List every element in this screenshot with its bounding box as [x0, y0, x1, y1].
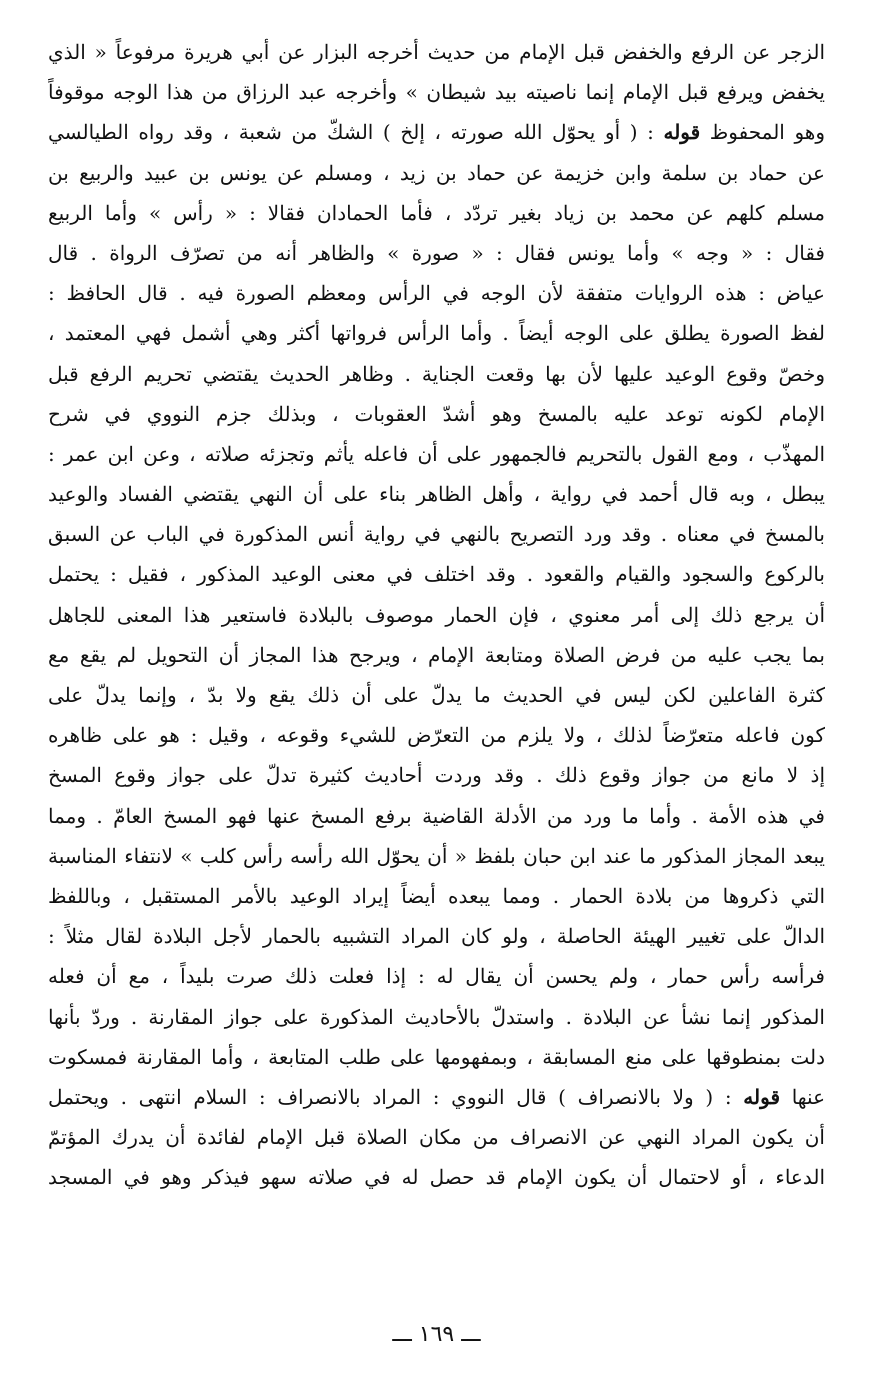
text-line [48, 836, 825, 876]
text-segment: فرأسه رأس حمار ، ولم يحسن أن يقال له : إذا فعلت ذلك صرت بليداً ، مع أن فعله [48, 964, 825, 989]
text-segment: بالركوع والسجود والقيام والقعود . وقد اختلف في معنى الوعيد المذكور ، فقيل : يحتمل [48, 562, 825, 587]
text-segment: الدعاء ، أو لاحتمال أن يكون الإمام قد حصل له في صلاته سهو فيذكر وهو في المسجد [48, 1165, 825, 1190]
text-line [48, 755, 825, 795]
text-segment: التي ذكروها من بلادة الحمار . ومما يبعده أيضاً إيراد الوعيد بالأمر المستقبل ، وباللفظ [48, 883, 825, 908]
page-number: ـــ ١٦٩ ـــ [392, 1322, 481, 1347]
text-segment: بما يجب عليه من فرض الصلاة ومتابعة الإمام ، ويرجح هذا المجاز أن التحويل لم يقع مع [48, 642, 825, 667]
text-line [48, 956, 825, 996]
text-line [48, 876, 825, 916]
text-segment: مسلم كلهم عن محمد بن زياد بغير تردّد ، فأما الحمادان فقالا : « رأس » وأما الربيع [48, 200, 825, 225]
text-segment: المذكور إنما نشأ عن البلادة . واستدلّ بالأحاديث المذكورة على جواز المقارنة . وردّ بأنها [48, 1004, 825, 1029]
text-line [48, 715, 825, 755]
text-line [48, 1037, 825, 1077]
text-line [48, 796, 825, 836]
text-segment: الزجر عن الرفع والخفض قبل الإمام من حديث أخرجه البزار عن أبي هريرة مرفوعاً « الذي [48, 40, 825, 64]
text-line [48, 997, 825, 1037]
text-line [48, 1157, 825, 1197]
text-segment: كثرة الفاعلين لكن ليس في الحديث ما يدلّ على أن ذلك يقع ولا بدّ ، وإنما يدلّ على [48, 683, 825, 707]
text-line [48, 514, 825, 554]
text-segment: عن حماد بن سلمة وابن خزيمة عن حماد بن زيد ، ومسلم عن يونس بن عبيد والربيع بن [48, 160, 825, 185]
text-segment: الدالّ على تغيير الهيئة الحاصلة ، ولو كان المراد التشبيه بالحمار لأجل البلادة لقال مثلاً : [48, 924, 825, 949]
text-line [48, 675, 825, 715]
bold-keyword: قوله [743, 1084, 781, 1109]
text-line [48, 394, 825, 434]
text-line [48, 193, 825, 233]
text-segment: عياض : هذه الروايات متفقة لأن الوجه في الرأس ومعظم الصورة فيه . قال الحافظ : [48, 281, 825, 306]
text-line [48, 313, 825, 353]
body-text [48, 32, 825, 1197]
text-line [48, 635, 825, 675]
text-segment: أن يرجع ذلك إلى أمر معنوي ، فإن الحمار موصوف بالبلادة فاستعير هذا المعنى للجاهل [48, 602, 825, 627]
text-line [48, 354, 825, 394]
text-segment: وخصّ وقوع الوعيد عليها لأن بها وقعت الجناية . وظاهر الحديث يقتضي تحريم الرفع قبل [48, 361, 825, 386]
text-segment: يبعد المجاز المذكور ما عند ابن حبان بلفظ « أن يحوّل الله رأسه رأس كلب » لانتفاء المناسبة [48, 843, 825, 868]
text-line [48, 112, 825, 152]
text-line [48, 554, 825, 594]
text-line [48, 273, 825, 313]
text-segment: يخفض ويرفع قبل الإمام إنما ناصيته بيد شيطان » وأخرجه عبد الرزاق من هذا الوجه موقوفاً [48, 80, 825, 105]
text-line [48, 1077, 825, 1117]
text-line [48, 1117, 825, 1157]
text-segment: دلت بمنطوقها على منع المسابقة ، وبمفهومها على طلب المتابعة ، وأما المقارنة فمسكوت [48, 1044, 825, 1069]
text-line [48, 72, 825, 112]
text-segment: كون فاعله متعرّضاً لذلك ، ولا يلزم من التعرّض للشيء وقوعه ، وقيل : هو على ظاهره [48, 723, 825, 748]
text-segment: وهو المحفوظ [700, 120, 825, 145]
text-segment: بالمسخ في معناه . وقد ورد التصريح بالنهي في رواية أنس المذكورة في الباب عن السبق [48, 522, 825, 547]
text-segment: : ( أو يحوّل الله صورته ، إلخ ) الشكّ من شعبة ، وقد رواه الطيالسي [48, 120, 664, 145]
text-line [48, 32, 825, 72]
text-line [48, 474, 825, 514]
text-line [48, 233, 825, 273]
text-line [48, 916, 825, 956]
text-segment: : ( ولا بالانصراف ) قال النووي : المراد بالانصراف : السلام انتهى . ويحتمل [48, 1084, 744, 1109]
text-line [48, 434, 825, 474]
text-segment: أن يكون المراد النهي عن الانصراف من مكان الصلاة قبل الإمام لفائدة أن يدرك المؤتمّ [48, 1125, 825, 1150]
text-segment: لفظ الصورة يطلق على الوجه أيضاً . وأما الرأس فرواتها أكثر وهي أشمل فهي المعتمد ، [48, 321, 825, 346]
text-segment: فقال : « وجه » وأما يونس فقال : « صورة » والظاهر أنه من تصرّف الرواة . قال [48, 240, 825, 265]
text-segment: في هذه الأمة . وأما ما ورد من الأدلة القاضية برفع المسخ عنها فهو المسخ العامّ . ومما [48, 803, 825, 828]
text-line [48, 153, 825, 193]
text-segment: المهذّب ، ومع القول بالتحريم فالجمهور على أن فاعله يأثم وتجزئه صلاته ، وعن ابن عمر : [48, 441, 825, 466]
text-segment: إذ لا مانع من جواز وقوع ذلك . وقد وردت أحاديث كثيرة تدلّ على جواز وقوع المسخ [48, 763, 825, 788]
text-segment: الإمام لكونه توعد عليه بالمسخ وهو أشدّ العقوبات ، وبذلك جزم النووي في شرح [48, 401, 825, 426]
bold-keyword: قوله [663, 120, 701, 145]
text-segment: يبطل ، وبه قال أحمد في رواية ، وأهل الظاهر بناء على أن النهي يقتضي الفساد والوعيد [48, 482, 825, 507]
text-line [48, 595, 825, 635]
text-segment: عنها [780, 1084, 825, 1109]
